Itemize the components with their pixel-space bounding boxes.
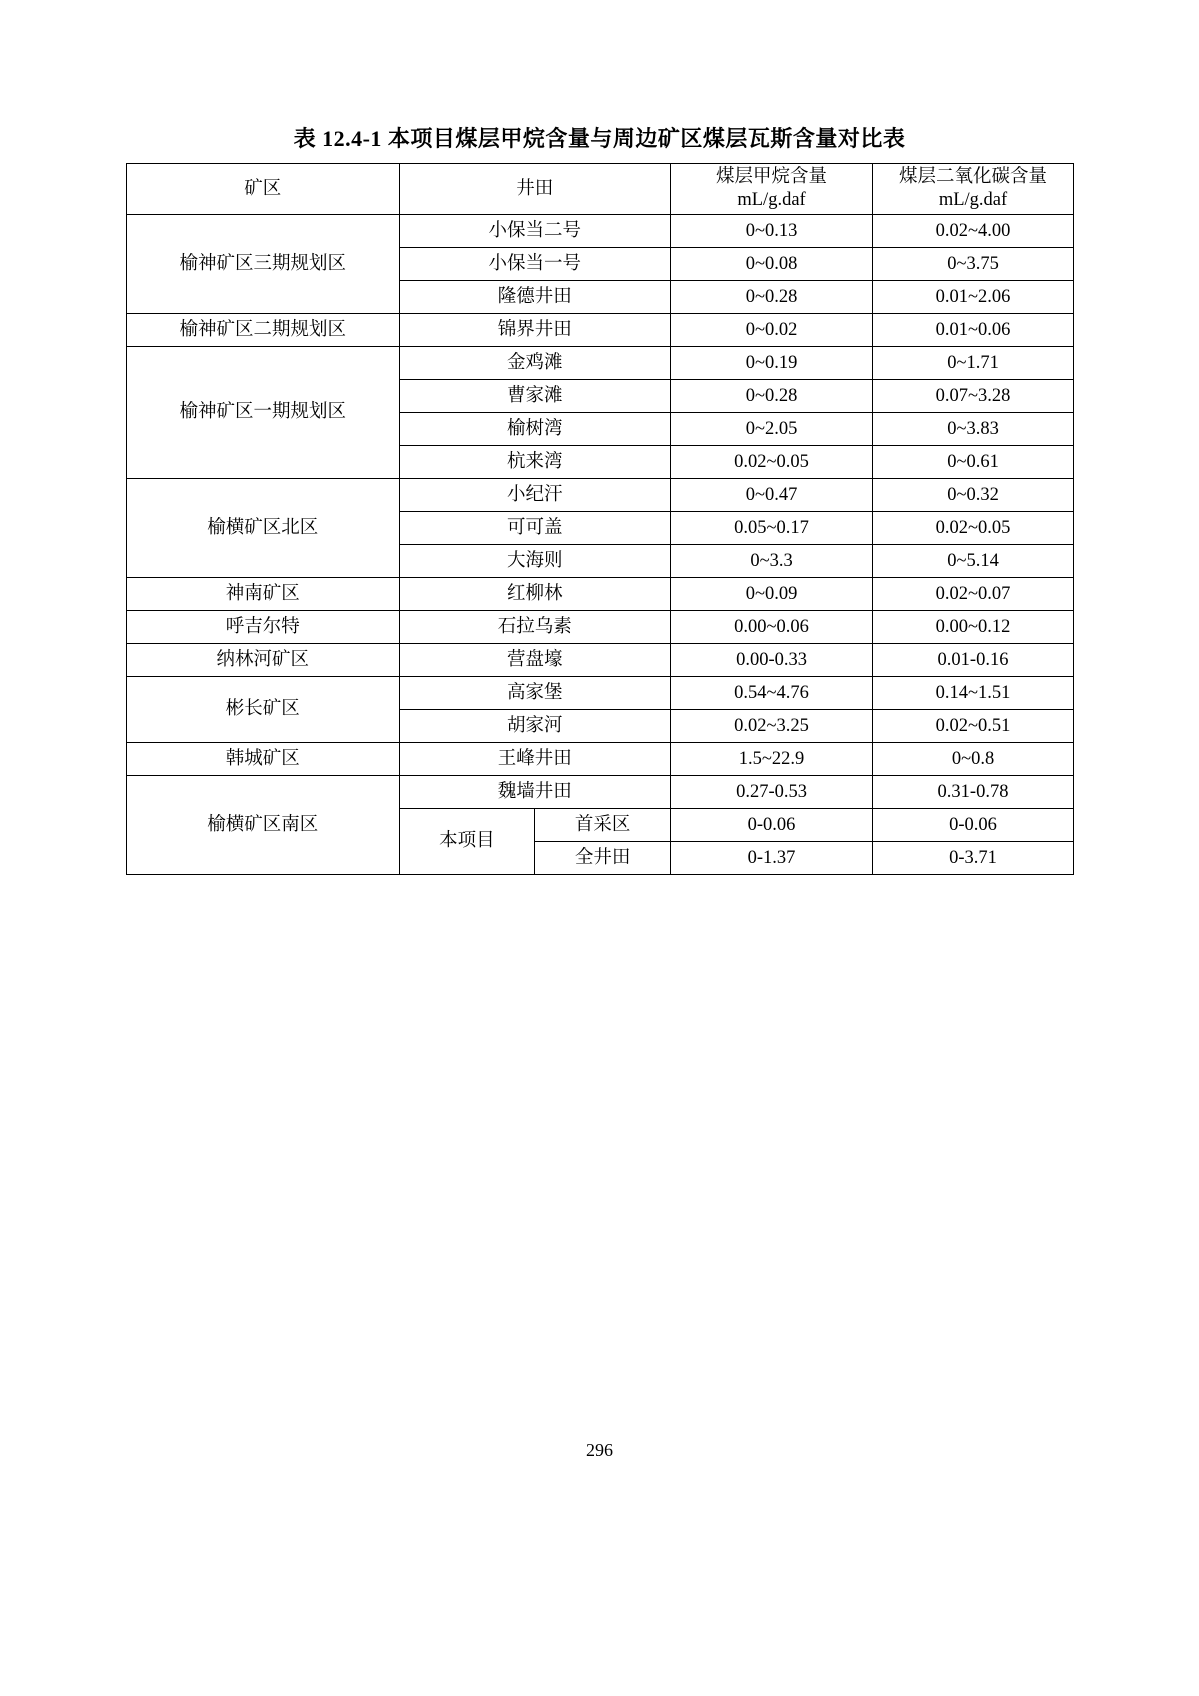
cell-well-field: 高家堡 [399, 677, 670, 710]
cell-co2: 0~1.71 [873, 347, 1074, 380]
header-co2-label: 煤层二氧化碳含量 [899, 167, 1048, 187]
table-row [127, 743, 1074, 776]
header-methane [671, 164, 873, 215]
cell-methane: 0.02~0.05 [671, 446, 873, 479]
cell-methane: 0-0.06 [671, 809, 873, 842]
cell-co2: 0.00~0.12 [873, 611, 1074, 644]
cell-well-field: 小纪汗 [399, 479, 670, 512]
cell-mining-area: 彬长矿区 [127, 677, 400, 743]
cell-methane: 0~0.09 [671, 578, 873, 611]
header-mining-area: 矿区 [127, 164, 400, 215]
header-co2-unit: mL/g.daf [938, 190, 1008, 211]
page-number: 296 [586, 1440, 613, 1460]
cell-well-field: 可可盖 [399, 512, 670, 545]
cell-well-field: 大海则 [399, 545, 670, 578]
cell-methane: 0~3.3 [671, 545, 873, 578]
cell-mining-area: 呼吉尔特 [127, 611, 400, 644]
cell-well-field: 王峰井田 [399, 743, 670, 776]
cell-methane: 0.54~4.76 [671, 677, 873, 710]
cell-co2: 0.31-0.78 [873, 776, 1074, 809]
cell-co2: 0~0.8 [873, 743, 1074, 776]
table-row [127, 479, 1074, 512]
cell-well-field: 首采区 [535, 809, 671, 842]
cell-well-field: 石拉乌素 [399, 611, 670, 644]
cell-well-field: 全井田 [535, 842, 671, 875]
cell-well-field: 曹家滩 [399, 380, 670, 413]
cell-mining-area: 榆横矿区南区 [127, 776, 400, 875]
cell-co2: 0.01~0.06 [873, 314, 1074, 347]
header-methane-unit: mL/g.daf [737, 190, 806, 211]
cell-well-field: 胡家河 [399, 710, 670, 743]
table-row [127, 644, 1074, 677]
cell-methane: 0~2.05 [671, 413, 873, 446]
cell-co2: 0.02~0.05 [873, 512, 1074, 545]
cell-co2: 0~3.83 [873, 413, 1074, 446]
cell-methane: 0~0.13 [671, 215, 873, 248]
table-row [127, 578, 1074, 611]
comparison-table [126, 163, 1074, 875]
cell-co2: 0.01-0.16 [873, 644, 1074, 677]
cell-project-label: 本项目 [399, 809, 535, 875]
cell-co2: 0.02~4.00 [873, 215, 1074, 248]
cell-mining-area: 纳林河矿区 [127, 644, 400, 677]
header-co2 [873, 164, 1074, 215]
cell-co2: 0.02~0.07 [873, 578, 1074, 611]
table-row [127, 776, 1074, 809]
cell-well-field: 红柳林 [399, 578, 670, 611]
cell-well-field: 金鸡滩 [399, 347, 670, 380]
cell-methane: 0~0.47 [671, 479, 873, 512]
cell-well-field: 榆树湾 [399, 413, 670, 446]
cell-mining-area: 神南矿区 [127, 578, 400, 611]
cell-methane: 0~0.02 [671, 314, 873, 347]
cell-co2: 0~0.32 [873, 479, 1074, 512]
header-well-field: 井田 [399, 164, 670, 215]
cell-co2: 0-3.71 [873, 842, 1074, 875]
cell-co2: 0.01~2.06 [873, 281, 1074, 314]
cell-methane: 0.05~0.17 [671, 512, 873, 545]
cell-well-field: 杭来湾 [399, 446, 670, 479]
cell-co2: 0-0.06 [873, 809, 1074, 842]
cell-methane: 0.00~0.06 [671, 611, 873, 644]
cell-mining-area: 榆神矿区一期规划区 [127, 347, 400, 479]
cell-mining-area: 韩城矿区 [127, 743, 400, 776]
cell-well-field: 锦界井田 [399, 314, 670, 347]
cell-well-field: 隆德井田 [399, 281, 670, 314]
cell-methane: 0~0.28 [671, 281, 873, 314]
cell-well-field: 小保当二号 [399, 215, 670, 248]
table-row [127, 347, 1074, 380]
header-methane-label: 煤层甲烷含量 [716, 167, 828, 187]
cell-co2: 0.02~0.51 [873, 710, 1074, 743]
table-header-row [127, 164, 1074, 215]
cell-methane: 0~0.19 [671, 347, 873, 380]
cell-well-field: 魏墙井田 [399, 776, 670, 809]
cell-well-field: 小保当一号 [399, 248, 670, 281]
cell-co2: 0~3.75 [873, 248, 1074, 281]
table-row [127, 215, 1074, 248]
table-row [127, 677, 1074, 710]
cell-co2: 0.14~1.51 [873, 677, 1074, 710]
cell-methane: 0.27-0.53 [671, 776, 873, 809]
cell-methane: 0.02~3.25 [671, 710, 873, 743]
cell-methane: 0.00-0.33 [671, 644, 873, 677]
table-row [127, 611, 1074, 644]
cell-co2: 0.07~3.28 [873, 380, 1074, 413]
cell-methane: 0~0.28 [671, 380, 873, 413]
cell-well-field: 营盘壕 [399, 644, 670, 677]
table-row [127, 314, 1074, 347]
cell-methane: 0~0.08 [671, 248, 873, 281]
cell-methane: 0-1.37 [671, 842, 873, 875]
cell-mining-area: 榆横矿区北区 [127, 479, 400, 578]
cell-mining-area: 榆神矿区三期规划区 [127, 215, 400, 314]
cell-methane: 1.5~22.9 [671, 743, 873, 776]
cell-mining-area: 榆神矿区二期规划区 [127, 314, 400, 347]
cell-co2: 0~0.61 [873, 446, 1074, 479]
cell-co2: 0~5.14 [873, 545, 1074, 578]
table-title: 表 12.4-1 本项目煤层甲烷含量与周边矿区煤层瓦斯含量对比表 [293, 126, 906, 151]
